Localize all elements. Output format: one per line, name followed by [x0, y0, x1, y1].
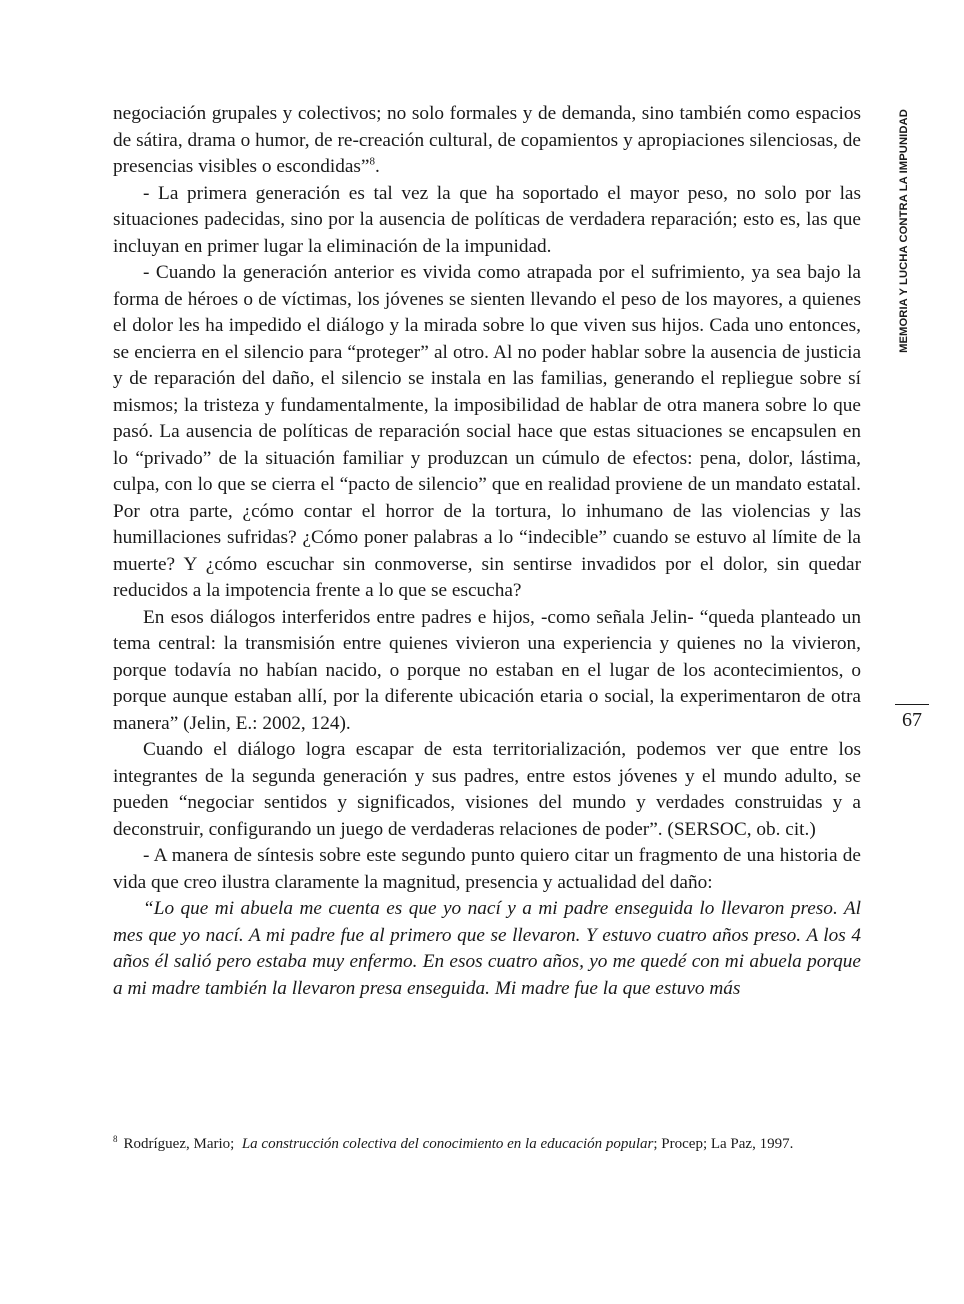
paragraph-5: Cuando el diálogo logra escapar de esta territorialización, podemos ver que entre los integrantes de la segunda generación y sus padres, entre estos jóvenes y el mundo adulto, se pueden “negociar sentidos y significados, visiones del mundo y verdades construidas y a deconstruir, configurando un juego de verdaderas relaciones de poder”. (SERSOC, ob. cit.) [113, 739, 861, 840]
footnote-reference: 8 [369, 155, 375, 168]
paragraph-2: - La primera generación es tal vez la que ha soportado el mayor peso, no solo por las situaciones padecidas, sino por la ausencia de políticas de verdadera reparación; esto es, las que incluyan en primer lugar la eliminación de la impunidad. [113, 182, 861, 257]
paragraph-1-text: negociación grupales y colectivos; no solo formales y de demanda, sino también como espacios de sátira, drama o humor, de re-creación cultural, de copamientos y apropiaciones silenciosas, de presencias visibles o escondidas” [113, 103, 861, 177]
paragraph-6: - A manera de síntesis sobre este segundo punto quiero citar un fragmento de una historia de vida que creo ilustra claramente la magnitud, presencia y actualidad del daño: [113, 845, 861, 893]
page-number: 67 [902, 709, 922, 731]
footnote-author: Rodríguez, Mario; [123, 1136, 235, 1152]
footnote-title: La construcción colectiva del conocimiento en la educación popular [241, 1136, 654, 1152]
body-text [113, 101, 861, 1002]
page-number-rule [895, 704, 929, 705]
quote-paragraph: “Lo que mi abuela me cuenta es que yo nací y a mi padre enseguida lo llevaron preso. Al mes que yo nací. A mi padre fue al primero que se llevaron. Y estuvo cuatro años preso. A los 4 años él salió pero estaba muy enfermo. En esos cuatro años, yo me quedé con mi abuela porque a mi madre también la llevaron presa enseguida. Mi madre fue la que estuvo más [113, 898, 861, 999]
running-head-text: MEMORIA Y LUCHA CONTRA LA IMPUNIDAD [898, 109, 910, 353]
paragraph-4: En esos diálogos interferidos entre padres e hijos, -como señala Jelin- “queda planteado un tema central: la transmisión entre quienes vivieron una experiencia y quienes no la vivieron, porque todavía no habían nacido, o porque no estaban en el lugar de los acontecimientos, o porque aunque estaban allí, por la diferente ubicación etaria o social, la experimentaron de otra manera” (Jelin, E.: 2002, 124). [113, 606, 861, 734]
paragraph-1 [113, 101, 861, 181]
footnote [113, 1134, 873, 1154]
paragraph-1-tail: . [374, 156, 380, 177]
running-head [895, 102, 917, 360]
paragraph-3: - Cuando la generación anterior es vivida como atrapada por el sufrimiento, ya sea bajo la forma de héroes o de víctimas, los jóvenes se sienten llevando el peso de los mayores, a quienes el dolor les ha impedido el diálogo y la mirada sobre lo que viven sus hijos. Cada uno entonces, se encierra en el silencio para “proteger” al otro. Al no poder hablar sobre la ausencia de justicia y de reparación del daño, el silencio se instala en las familias, generando el repliegue sobre sí mismos; la tristeza y fundamentalmente, la imposibilidad de hablar de otra manera sobre lo que pasó. La ausencia de políticas de reparación social hace que estas situaciones se encapsulen en lo “privado” de la situación familiar y produzcan un cúmulo de efectos: pena, dolor, lástima, culpa, con lo que se cierra el “pacto de silencio” que en realidad proviene de un mandato estatal. Por otra parte, ¿cómo contar el horror de la tortura, lo inhumano de las violencias y las humillaciones sufridas? ¿Cómo poner palabras a lo “indecible” cuando se estuvo al límite de la muerte? Y ¿cómo escuchar sin conmoverse, sin sentirse invadidos por el dolor, sin quedar reducidos a la impotencia frente a lo que se escucha? [113, 262, 861, 601]
footnote-number: 8 [113, 1134, 118, 1144]
footnote-rest: ; Procep; La Paz, 1997. [653, 1136, 794, 1152]
